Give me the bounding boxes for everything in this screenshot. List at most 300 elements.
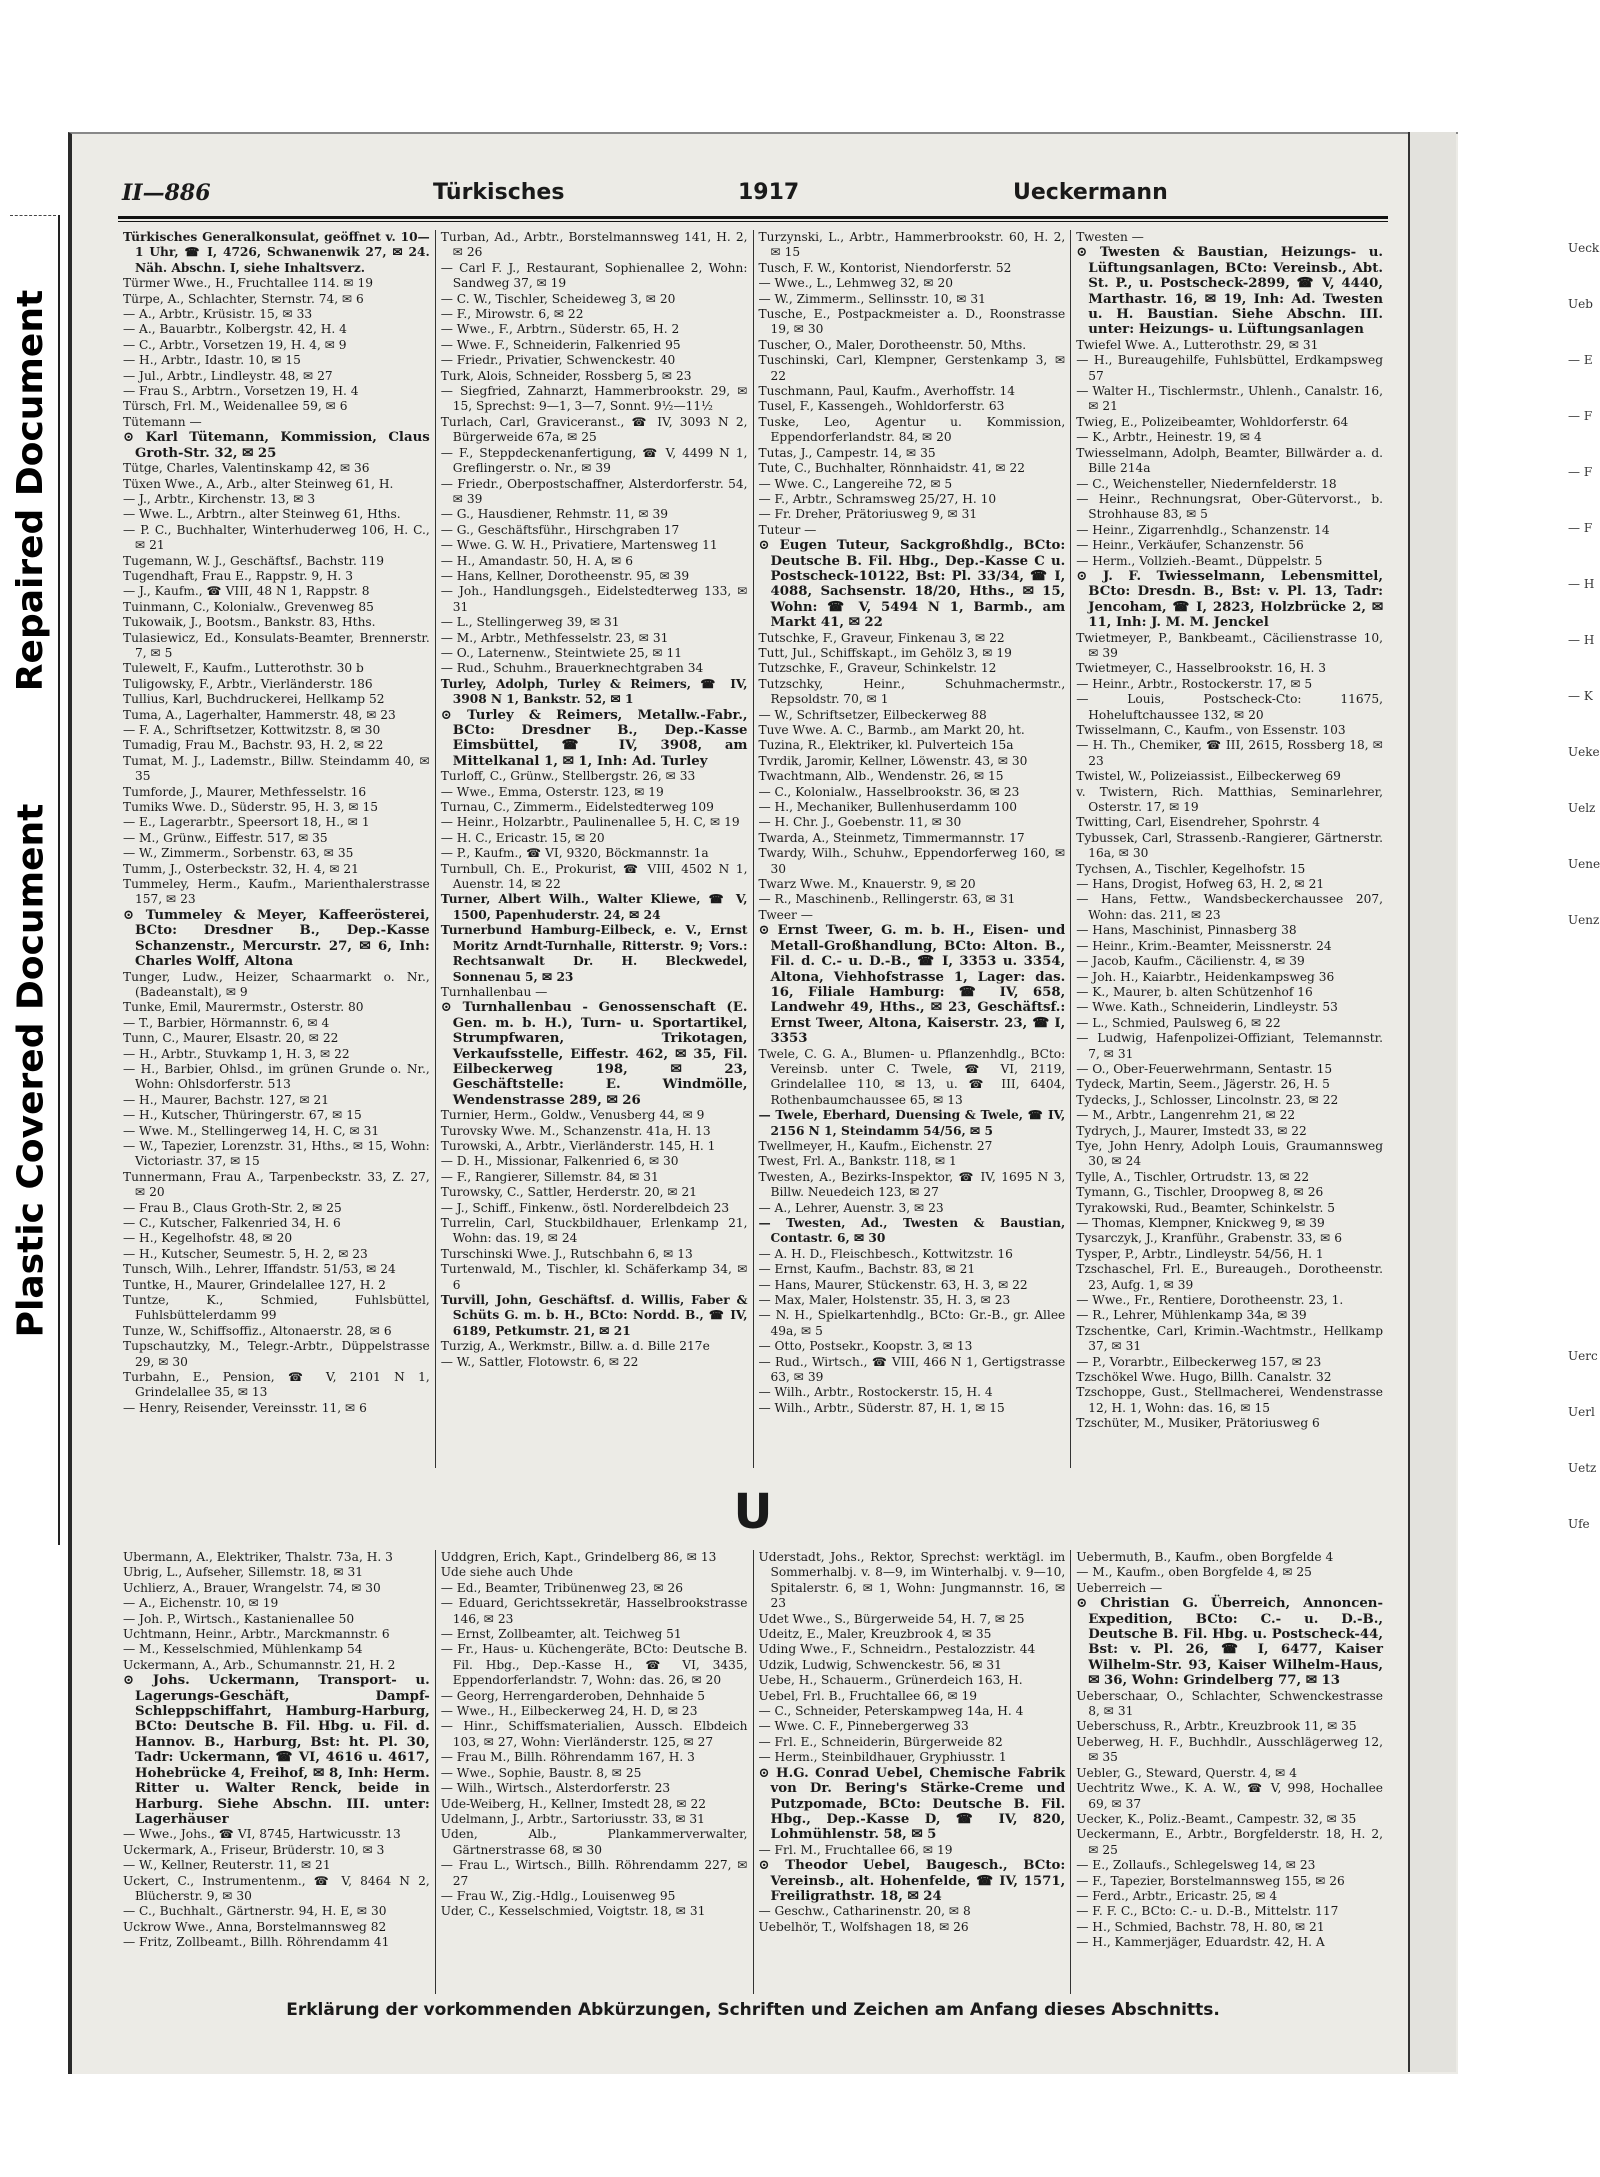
directory-entry: — Jul., Arbtr., Lindleystr. 48, ✉ 27 — [123, 368, 333, 383]
directory-entry: Turlach, Carl, Graviceranst., ☎ IV, 3093 N 2, Bürgerweide 67a, ✉ 25 — [440, 414, 748, 445]
directory-entry: Turban, Ad., Arbtr., Borstelmannsweg 141, H. 2, ✉ 26 — [440, 230, 748, 260]
directory-entry: Uddgren, Erich, Kapt., Grindelberg 86, ✉ 13 — [440, 1550, 717, 1564]
directory-entry: Tutt, Jul., Schiffskapt., im Gehölz 3, ✉ 19 — [758, 645, 1012, 660]
directory-entry: — M., Grünw., Eiffestr. 517, ✉ 35 — [123, 830, 328, 845]
top-columns — [118, 230, 1388, 1468]
directory-entry: Tüxen Wwe., A., Arb., alter Steinweg 61, H. — [123, 476, 394, 491]
directory-entry: — T., Barbier, Hörmannstr. 6, ✉ 4 — [123, 1015, 330, 1030]
directory-entry: — Friedr., Oberpostschaffner, Alsterdorferstr. 54, ✉ 39 — [440, 476, 748, 506]
directory-entry: Twesten, A., Bezirks-Inspektor, ☎ IV, 1695 N 3, Billw. Neuedeich 123, ✉ 27 — [758, 1169, 1066, 1200]
directory-entry: — Hans, Fettw., Wandsbeckerchaussee 207, Wohn: das. 211, ✉ 23 — [1076, 892, 1383, 922]
directory-entry: Tzschentke, Carl, Krimin.-Wachtmstr., Hellkamp 37, ✉ 31 — [1076, 1323, 1383, 1354]
directory-entry: — Frau W., Zig.-Hdlg., Louisenweg 95 — [440, 1888, 676, 1903]
directory-entry: — H. Th., Chemiker, ☎ III, 2615, Rossberg 18, ✉ 23 — [1076, 738, 1383, 768]
directory-entry: Tuligowsky, F., Arbtr., Vierländerstr. 186 — [123, 676, 373, 691]
directory-entry: Tydrych, J., Maurer, Imstedt 33, ✉ 22 — [1076, 1123, 1307, 1138]
directory-entry: Turnhallenbau — — [440, 984, 548, 999]
directory-entry: Turnau, C., Zimmerm., Eidelstedterweg 109 — [440, 800, 714, 815]
directory-column — [754, 1550, 1072, 1994]
directory-entry: Tutas, J., Campestr. 14, ✉ 35 — [758, 445, 936, 460]
directory-entry: Tütge, Charles, Valentinskamp 42, ✉ 36 — [123, 461, 370, 476]
directory-entry: Uebe, H., Schauerm., Grünerdeich 163, H. — [758, 1673, 1023, 1688]
directory-entry: — Max, Maler, Holstenstr. 35, H. 3, ✉ 23 — [758, 1293, 1011, 1308]
directory-entry: Tzschaschel, Frl. E., Bureaugeh., Dorotheenstr. 23, Aufg. 1, ✉ 39 — [1076, 1262, 1383, 1292]
directory-entry: Tuzina, R., Elektriker, kl. Pulverteich 15a — [758, 738, 1014, 753]
directory-entry: Tvrdik, Jaromir, Kellner, Löwenstr. 43, ✉ 30 — [758, 753, 1028, 768]
firm-entry: ⊙ J. F. Twiesselmann, Lebensmittel, BCto: Dresdn. B., Bst: v. Pl. 13, Tadr: Jencoham, ☎ I, 2823, Holzbrücke 2, ✉ 11, Inh: J. M. M. Jenckel — [1076, 568, 1383, 631]
directory-column — [436, 1550, 754, 1994]
directory-entry: Twisselmann, C., Kaufm., von Essenstr. 103 — [1076, 723, 1346, 737]
directory-entry: — Wwe., Fr., Rentiere, Dorotheenstr. 23, 1. — [1076, 1293, 1344, 1308]
directory-entry: Tuscher, O., Maler, Dorotheenstr. 50, Mths. — [758, 337, 1027, 352]
directory-entry: Uckrow Wwe., Anna, Borstelmannsweg 82 — [123, 1919, 387, 1934]
directory-entry: Turloff, C., Grünw., Stellbergstr. 26, ✉ 33 — [440, 769, 696, 784]
repaired-document-text: Repaired Document — [10, 289, 52, 691]
edge-fragment: Uene — [1568, 857, 1600, 871]
directory-entry: — H., Maurer, Bachstr. 127, ✉ 21 — [123, 1092, 330, 1107]
edge-fragment: — K — [1568, 689, 1593, 703]
edge-fragment: — F — [1568, 409, 1593, 423]
directory-entry: Twiesselmann, Adolph, Beamter, Billwärder a. d. Bille 214a — [1076, 445, 1383, 476]
directory-entry: — Twesten, Ad., Twesten & Baustian, Contastr. 6, ✉ 30 — [758, 1216, 1066, 1246]
directory-entry: Tukowaik, J., Bootsm., Bankstr. 83, Hths. — [123, 615, 376, 630]
directory-entry: Uding Wwe., F., Schneidrn., Pestalozzistr. 44 — [758, 1642, 1036, 1657]
directory-entry: Tunn, C., Maurer, Elsastr. 20, ✉ 22 — [123, 1031, 339, 1046]
plastic-covered-text: Plastic Covered Document — [10, 803, 52, 1337]
directory-entry: — A. H. D., Fleischbesch., Kottwitzstr. 16 — [758, 1246, 1013, 1261]
directory-entry: Twarz Wwe. M., Knauerstr. 9, ✉ 20 — [758, 877, 976, 892]
directory-entry: Turschinski Wwe. J., Rutschbahn 6, ✉ 13 — [440, 1246, 693, 1261]
directory-entry: — Frau M., Billh. Röhrendamm 167, H. 3 — [440, 1750, 695, 1765]
directory-entry: Turzynski, L., Arbtr., Hammerbrookstr. 60, H. 2, ✉ 15 — [758, 230, 1066, 260]
directory-entry: — Carl F. J., Restaurant, Sophienallee 2, Wohn: Sandweg 37, ✉ 19 — [440, 260, 748, 291]
side-tick — [10, 215, 56, 216]
directory-entry: Tunger, Ludw., Heizer, Schaarmarkt o. Nr., (Badeanstalt), ✉ 9 — [123, 969, 430, 999]
directory-entry: Turrelin, Carl, Stuckbildhauer, Erlenkamp 21, Wohn: das. 19, ✉ 24 — [440, 1216, 748, 1246]
edge-fragment: Ueke — [1568, 745, 1600, 759]
directory-entry: Tuntze, K., Schmied, Fuhlsbüttel, Fuhlsbüttelerdamm 99 — [123, 1293, 430, 1323]
directory-entry: Udet Wwe., S., Bürgerweide 54, H. 7, ✉ 25 — [758, 1611, 1025, 1626]
directory-entry: Tychsen, A., Tischler, Kegelhofstr. 15 — [1076, 861, 1306, 876]
directory-entry: Ubermann, A., Elektriker, Thalstr. 73a, H. 3 — [123, 1550, 393, 1564]
edge-fragment: Ufe — [1568, 1517, 1590, 1531]
firm-entry: ⊙ Tummeley & Meyer, Kaffeerösterei, BCto: Dresdner B., Dep.-Kasse Schanzenstr., Mercurstr. 27, ✉ 6, Inh: Charles Wolff, Altona — [123, 907, 430, 970]
directory-entry: — Friedr., Privatier, Schwenckestr. 40 — [440, 353, 676, 368]
directory-entry: Tumat, M. J., Lademstr., Billw. Steindamm 40, ✉ 35 — [123, 753, 430, 784]
directory-entry: — W., Schriftsetzer, Eilbeckerweg 88 — [758, 707, 987, 722]
directory-entry: — Ernst, Zollbeamter, alt. Teichweg 51 — [440, 1627, 682, 1642]
directory-entry: — H., Kutscher, Seumestr. 5, H. 2, ✉ 23 — [123, 1246, 368, 1261]
directory-entry: — Wwe. F., Schneiderin, Falkenried 95 — [440, 337, 681, 352]
directory-entry: — Wwe. C., Langereihe 72, ✉ 5 — [758, 476, 953, 491]
directory-entry: Twele, C. G. A., Blumen- u. Pflanzenhdlg., BCto: Vereinsb. unter C. Twele, ☎ VI, 2119, Grindelallee 110, ✉ 13, u. ☎ III, 6404, Rothenbaumchaussee 65, ✉ 13 — [758, 1046, 1066, 1107]
directory-entry: Tydeck, Martin, Seem., Jägerstr. 26, H. 5 — [1076, 1077, 1330, 1092]
directory-entry: — Rud., Schuhm., Brauerknechtgraben 34 — [440, 661, 704, 676]
firm-entry: ⊙ Karl Tütemann, Kommission, Claus Groth-Str. 32, ✉ 25 — [123, 430, 430, 461]
directory-entry: Twistel, W., Polizeiassist., Eilbeckerweg 69 — [1076, 769, 1341, 784]
directory-entry: Twarda, A., Steinmetz, Timmermannstr. 17 — [758, 830, 1025, 845]
directory-entry: Tupschautzky, M., Telegr.-Arbtr., Düppelstrasse 29, ✉ 30 — [123, 1339, 430, 1369]
directory-entry: Turzig, A., Werkmstr., Billw. a. d. Bille 217e — [440, 1339, 710, 1354]
directory-entry: Tugemann, W. J., Geschäftsf., Bachstr. 119 — [123, 553, 385, 568]
edge-fragment: Uenz — [1568, 913, 1600, 927]
directory-entry: Tütemann — — [123, 414, 202, 429]
directory-entry: Twieg, E., Polizeibeamter, Wohldorferstr. 64 — [1076, 414, 1349, 429]
directory-entry: Tutzschke, F., Graveur, Schinkelstr. 12 — [758, 661, 997, 676]
directory-entry: Turowsky, C., Sattler, Herderstr. 20, ✉ 21 — [440, 1185, 697, 1200]
directory-entry: Uchlierz, A., Brauer, Wrangelstr. 74, ✉ 30 — [123, 1580, 381, 1595]
directory-entry: Tumadig, Frau M., Bachstr. 93, H. 2, ✉ 22 — [123, 738, 384, 753]
directory-entry: Twitting, Carl, Eisendreher, Spohrstr. 4 — [1076, 815, 1320, 830]
directory-entry: — M., Kaufm., oben Borgfelde 4, ✉ 25 — [1076, 1565, 1312, 1580]
right-page-strip — [1408, 132, 1456, 2072]
directory-entry: — E., Zollaufs., Schlegelsweg 14, ✉ 23 — [1076, 1858, 1316, 1873]
directory-entry: — A., Arbtr., Krüsistr. 15, ✉ 33 — [123, 307, 313, 322]
directory-entry: — F., Rangierer, Sillemstr. 84, ✉ 31 — [440, 1169, 659, 1184]
directory-entry: — J., Schiff., Finkenw., östl. Norderelbdeich 23 — [440, 1200, 730, 1215]
directory-entry: Tzschökel Wwe. Hugo, Billh. Canalstr. 32 — [1076, 1370, 1332, 1385]
directory-entry: — A., Lehrer, Auenstr. 3, ✉ 23 — [758, 1200, 944, 1215]
directory-entry: Tzschüter, M., Musiker, Prätoriusweg 6 — [1076, 1416, 1320, 1431]
directory-entry: — Joh., Handlungsgeh., Eidelstedterweg 133, ✉ 31 — [440, 584, 748, 614]
directory-entry: — Heinr., Holzarbtr., Paulinenallee 5, H. C, ✉ 19 — [440, 815, 740, 830]
directory-entry: — Wwe. L., Arbtrn., alter Steinweg 61, Hths. — [123, 507, 401, 522]
edge-fragment: Ueb — [1568, 297, 1593, 311]
directory-entry: Tybussek, Carl, Strassenb.-Rangierer, Gärtnerstr. 16a, ✉ 30 — [1076, 830, 1383, 861]
directory-entry: Turowski, A., Arbtr., Vierländerstr. 145, H. 1 — [440, 1138, 716, 1153]
directory-entry: — N. H., Spielkartenhdlg., BCto: Gr.-B., gr. Allee 49a, ✉ 5 — [758, 1308, 1066, 1338]
directory-entry: — H., Amandastr. 50, H. A, ✉ 6 — [440, 553, 634, 568]
directory-entry: Türsch, Frl. M., Weidenallee 59, ✉ 6 — [123, 399, 348, 414]
bottom-columns — [118, 1550, 1388, 1994]
directory-page — [118, 178, 1388, 2033]
directory-entry: Ude-Weiberg, H., Kellner, Imstedt 28, ✉ 22 — [440, 1796, 707, 1811]
directory-entry: Turbahn, E., Pension, ☎ V, 2101 N 1, Grindelallee 35, ✉ 13 — [123, 1370, 430, 1400]
plastic-covered-label — [4, 790, 58, 1350]
directory-entry: Uder, C., Kesselschmied, Voigtstr. 18, ✉ 31 — [440, 1904, 706, 1919]
directory-entry: — Louis, Postscheck-Cto: 11675, Hoheluftchaussee 132, ✉ 20 — [1076, 692, 1383, 722]
directory-entry: — A., Eichenstr. 10, ✉ 19 — [123, 1596, 279, 1611]
directory-entry: Tunke, Emil, Maurermstr., Osterstr. 80 — [123, 1000, 364, 1015]
directory-entry: Uckermann, A., Arb., Schumannstr. 21, H. 2 — [123, 1657, 396, 1672]
directory-entry: — Heinr., Krim.-Beamter, Meissnerstr. 24 — [1076, 938, 1332, 953]
directory-entry: — M., Arbtr., Methfesselstr. 23, ✉ 31 — [440, 630, 669, 645]
directory-entry: — C. W., Tischler, Scheideweg 3, ✉ 20 — [440, 291, 676, 306]
directory-entry: Tulewelt, F., Kaufm., Lutterothstr. 30 b — [123, 661, 364, 676]
directory-entry: Tuschmann, Paul, Kaufm., Averhoffstr. 14 — [758, 384, 1015, 399]
directory-entry: — A., Bauarbtr., Kolbergstr. 42, H. 4 — [123, 322, 347, 337]
directory-entry: — R., Maschinenb., Rellingerstr. 63, ✉ 31 — [758, 892, 1016, 907]
directory-entry: Uchtmann, Heinr., Arbtr., Marckmannstr. 6 — [123, 1627, 390, 1642]
directory-entry: Twardy, Wilh., Schuhw., Eppendorferweg 160, ✉ 30 — [758, 846, 1066, 876]
header-year: 1917 — [738, 180, 800, 205]
directory-entry: Ueberreich — — [1076, 1580, 1163, 1595]
firm-entry: ⊙ H.G. Conrad Uebel, Chemische Fabrik von Dr. Bering's Stärke-Creme und Putzpomade, BCto: Deutsche B. Fil. Hbg., Dep.-Kasse D, ☎ IV, 820, Lohmühlenstr. 58, ✉ 5 — [758, 1765, 1066, 1843]
edge-fragment: — H — [1568, 577, 1595, 591]
directory-entry: — Heinr., Verkäufer, Schanzenstr. 56 — [1076, 538, 1304, 553]
directory-entry: Ude siehe auch Uhde — [440, 1565, 574, 1580]
directory-entry: Tumm, J., Osterbeckstr. 32, H. 4, ✉ 21 — [123, 861, 359, 876]
header-rule-thin — [118, 221, 1388, 222]
directory-entry: — Twele, Eberhard, Duensing & Twele, ☎ IV, 2156 N 1, Steindamm 54/56, ✉ 5 — [758, 1108, 1066, 1138]
directory-entry: — Frl. M., Fruchtallee 66, ✉ 19 — [758, 1842, 953, 1857]
directory-entry: — R., Lehrer, Mühlenkamp 34a, ✉ 39 — [1076, 1308, 1307, 1323]
directory-entry: — Herm., Steinbildhauer, Gryphiusstr. 1 — [758, 1750, 1007, 1765]
directory-entry: Twiefel Wwe. A., Lutterothstr. 29, ✉ 31 — [1076, 337, 1319, 352]
directory-entry: Tutzschky, Heinr., Schuhmachermstr., Repsoldstr. 70, ✉ 1 — [758, 676, 1066, 707]
directory-entry: — Rud., Wirtsch., ☎ VIII, 466 N 1, Gertigstrasse 63, ✉ 39 — [758, 1354, 1066, 1385]
directory-entry: — F., Arbtr., Schramsweg 25/27, H. 10 — [758, 491, 997, 506]
directory-entry: Turnier, Herm., Goldw., Venusberg 44, ✉ 9 — [440, 1108, 705, 1123]
directory-column — [118, 1550, 436, 1994]
directory-entry: Tuma, A., Lagerhalter, Hammerstr. 48, ✉ 23 — [123, 707, 396, 722]
directory-entry: — C., Schneider, Peterskampweg 14a, H. 4 — [758, 1704, 1024, 1719]
directory-entry: Tylle, A., Tischler, Ortrudstr. 13, ✉ 22 — [1076, 1169, 1310, 1184]
directory-entry: Tulasiewicz, Ed., Konsulats-Beamter, Brennerstr. 7, ✉ 5 — [123, 630, 430, 660]
directory-entry: — Wwe., L., Lehmweg 32, ✉ 20 — [758, 276, 953, 291]
directory-entry: — Wwe., F., Arbtrn., Süderstr. 65, H. 2 — [440, 322, 680, 337]
directory-entry: Türpe, A., Schlachter, Sternstr. 74, ✉ 6 — [123, 291, 364, 306]
directory-entry: Udeitz, E., Maler, Kreuzbrook 4, ✉ 35 — [758, 1627, 992, 1642]
directory-entry: — W., Zimmerm., Sorbenstr. 63, ✉ 35 — [123, 846, 354, 861]
directory-entry: — Ernst, Kaufm., Bachstr. 83, ✉ 21 — [758, 1262, 976, 1277]
directory-entry: — W., Zimmerm., Sellinsstr. 10, ✉ 31 — [758, 291, 986, 306]
directory-entry: — Wilh., Arbtr., Rostockerstr. 15, H. 4 — [758, 1385, 993, 1400]
directory-entry: Tyrakowski, Rud., Beamter, Schinkelstr. 5 — [1076, 1200, 1335, 1215]
directory-entry: Tusch, F. W., Kontorist, Niendorferstr. 52 — [758, 260, 1012, 275]
directory-entry: — Hans, Drogist, Hofweg 63, H. 2, ✉ 21 — [1076, 877, 1325, 892]
directory-entry: — H., Kutscher, Thüringerstr. 67, ✉ 15 — [123, 1108, 362, 1123]
directory-entry: Ueberweg, H. F., Buchhdlr., Ausschlägerweg 12, ✉ 35 — [1076, 1734, 1383, 1765]
directory-entry: Tunsch, Wilh., Lehrer, Iffandstr. 51/53, ✉ 24 — [123, 1262, 396, 1277]
edge-fragment: — F — [1568, 521, 1593, 535]
directory-entry: Turovsky Wwe. M., Schanzenstr. 41a, H. 13 — [440, 1123, 711, 1138]
directory-column — [754, 230, 1072, 1468]
directory-entry: Ubrig, L., Aufseher, Sillemstr. 18, ✉ 31 — [123, 1565, 364, 1580]
directory-column — [118, 230, 436, 1468]
directory-entry: — Wwe. M., Stellingerweg 14, H. C, ✉ 31 — [123, 1123, 380, 1138]
directory-entry: — H. Chr. J., Goebenstr. 11, ✉ 30 — [758, 815, 962, 830]
directory-entry: — W., Kellner, Reuterstr. 11, ✉ 21 — [123, 1858, 331, 1873]
directory-entry: — Geschw., Catharinenstr. 20, ✉ 8 — [758, 1904, 971, 1919]
directory-entry: — Jacob, Kaufm., Cäcilienstr. 4, ✉ 39 — [1076, 954, 1305, 969]
directory-entry: — H., Kegelhofstr. 48, ✉ 20 — [123, 1231, 293, 1246]
directory-entry: Uebermuth, B., Kaufm., oben Borgfelde 4 — [1076, 1550, 1334, 1564]
directory-entry: — Wwe. Kath., Schneiderin, Lindleystr. 53 — [1076, 1000, 1338, 1015]
directory-entry: — P., Kaufm., ☎ VI, 9320, Böckmannstr. 1a — [440, 846, 709, 861]
directory-entry: — H., Mechaniker, Bullenhuserdamm 100 — [758, 800, 1017, 815]
directory-entry: — Georg, Herrengarderoben, Dehnhaide 5 — [440, 1688, 706, 1703]
directory-entry: — H., Schmied, Bachstr. 78, H. 80, ✉ 21 — [1076, 1919, 1325, 1934]
directory-entry: — Wwe., Emma, Osterstr. 123, ✉ 19 — [440, 784, 664, 799]
directory-entry: — G., Hausdiener, Rehmstr. 11, ✉ 39 — [440, 507, 668, 522]
directory-entry: Uebler, G., Steward, Querstr. 4, ✉ 4 — [1076, 1765, 1297, 1780]
directory-entry: — C., Arbtr., Vorsetzen 19, H. 4, ✉ 9 — [123, 337, 347, 352]
directory-entry: Twachtmann, Alb., Wendenstr. 26, ✉ 15 — [758, 769, 1004, 784]
directory-entry: — H., Kammerjäger, Eduardstr. 42, H. A — [1076, 1935, 1325, 1950]
side-divider — [58, 215, 60, 1545]
directory-entry: Tuteur — — [758, 522, 817, 537]
directory-entry: — P. C., Buchhalter, Winterhuderweg 106, H. C., ✉ 21 — [123, 522, 430, 553]
edge-fragment: Uerc — [1568, 1349, 1598, 1363]
firm-entry: ⊙ Christian G. Überreich, Annoncen-Expedition, BCto: C.- u. D.-B., Deutsche B. Fil. Hbg. u. Postscheck-44, Bst: v. Pl. 26, ☎ I, 6477, Kaiser Wilhelm-Str. 93, Kaiser Wilhelm-Haus, ✉ 36, Wohn: Grindelberg 77, ✉ 13 — [1076, 1596, 1383, 1689]
directory-entry: Tye, John Henry, Adolph Louis, Graumannsweg 30, ✉ 24 — [1076, 1138, 1383, 1169]
directory-entry: — Fr. Dreher, Prätoriusweg 9, ✉ 31 — [758, 507, 978, 522]
directory-entry: Turley, Adolph, Turley & Reimers, ☎ IV, 3908 N 1, Bankstr. 52, ✉ 1 — [440, 676, 748, 707]
directory-entry: — Wwe., H., Eilbeckerweg 24, H. D, ✉ 23 — [440, 1704, 698, 1719]
directory-entry: — Fritz, Zollbeamt., Billh. Röhrendamm 41 — [123, 1935, 390, 1950]
directory-entry: Tysper, P., Arbtr., Lindleystr. 54/56, H. 1 — [1076, 1246, 1324, 1261]
directory-entry: — F., Tapezier, Borstelmannsweg 155, ✉ 26 — [1076, 1873, 1345, 1888]
header-right-word: Ueckermann — [1013, 180, 1168, 205]
directory-entry: — Wwe. G. W. H., Privatiere, Martensweg 11 — [440, 538, 718, 553]
directory-entry: — F., Steppdeckenanfertigung, ☎ V, 4499 N 1, Greflingerstr. o. Nr., ✉ 39 — [440, 445, 748, 476]
directory-entry: — P., Vorarbtr., Eilbeckerweg 157, ✉ 23 — [1076, 1354, 1322, 1369]
page-header — [118, 178, 1388, 216]
directory-entry: — Heinr., Arbtr., Rostockerstr. 17, ✉ 5 — [1076, 676, 1313, 691]
directory-entry: Uebel, Frl. B., Fruchtallee 66, ✉ 19 — [758, 1688, 978, 1703]
directory-entry: — Ferd., Arbtr., Ericastr. 25, ✉ 4 — [1076, 1888, 1278, 1903]
directory-entry: — C., Kolonialw., Hasselbrookstr. 36, ✉ 23 — [758, 784, 1020, 799]
directory-entry: Tysarczyk, J., Kranführ., Grabenstr. 33, ✉ 6 — [1076, 1231, 1342, 1246]
directory-entry: Tugendhaft, Frau E., Rappstr. 9, H. 3 — [123, 568, 354, 583]
edge-fragment: Uetz — [1568, 1461, 1597, 1475]
directory-entry: — M., Kesselschmied, Mühlenkamp 54 — [123, 1642, 363, 1657]
directory-entry: Turk, Alois, Schneider, Rossberg 5, ✉ 23 — [440, 368, 692, 383]
directory-entry: Tute, C., Buchhalter, Rönnhaidstr. 41, ✉ 22 — [758, 461, 1025, 476]
directory-entry: Tusche, E., Postpackmeister a. D., Roonstrasse 19, ✉ 30 — [758, 307, 1066, 337]
directory-entry: — C., Buchhalt., Gärtnerstr. 94, H. E, ✉ 30 — [123, 1904, 387, 1919]
directory-entry: — J., Arbtr., Kirchenstr. 13, ✉ 3 — [123, 491, 316, 506]
edge-fragment: Uerl — [1568, 1405, 1595, 1419]
footer-note: Erklärung der vorkommenden Abkürzungen, Schriften und Zeichen am Anfang dieses Abschnitts. — [286, 2000, 1220, 2020]
edge-fragment: — F — [1568, 465, 1593, 479]
directory-entry: Uden, Alb., Plankammerverwalter, Gärtnerstrasse 68, ✉ 30 — [440, 1827, 748, 1857]
directory-entry: Tullius, Karl, Buchdruckerei, Hellkamp 52 — [123, 692, 385, 707]
directory-entry: — Wwe., Sophie, Baustr. 8, ✉ 25 — [440, 1765, 642, 1780]
directory-entry: — M., Arbtr., Langenrehm 21, ✉ 22 — [1076, 1108, 1296, 1123]
directory-entry: Tuske, Leo, Agentur u. Kommission, Eppendorferlandstr. 84, ✉ 20 — [758, 414, 1066, 445]
section-letter: U — [733, 1484, 773, 1540]
directory-entry: Uckert, C., Instrumentenm., ☎ V, 8464 N 2, Blücherstr. 9, ✉ 30 — [123, 1873, 430, 1903]
directory-entry: Tzschoppe, Gust., Stellmacherei, Wendenstrasse 12, H. 1, Wohn: das. 16, ✉ 15 — [1076, 1385, 1383, 1415]
directory-entry: — Joh. H., Kaiarbtr., Heidenkampsweg 36 — [1076, 969, 1335, 984]
directory-entry: — H. C., Ericastr. 15, ✉ 20 — [440, 830, 605, 845]
directory-entry: — Heinr., Rechnungsrat, Ober-Gütervorst., b. Strohhause 83, ✉ 5 — [1076, 491, 1383, 522]
directory-entry: Türmer Wwe., H., Fruchtallee 114. ✉ 19 — [123, 276, 373, 291]
directory-entry: Ueberschaar, O., Schlachter, Schwenckestrasse 8, ✉ 31 — [1076, 1688, 1383, 1719]
directory-entry: Turtenwald, M., Tischler, kl. Schäferkamp 34, ✉ 6 — [440, 1262, 748, 1292]
directory-entry: — E., Lagerarbtr., Speersort 18, H., ✉ 1 — [123, 815, 370, 830]
directory-entry: — W., Sattler, Flotowstr. 6, ✉ 22 — [440, 1354, 639, 1369]
directory-entry: — W., Tapezier, Lorenzstr. 31, Hths., ✉ 15, Wohn: Victoriastr. 37, ✉ 15 — [123, 1138, 430, 1169]
directory-entry: — C., Kutscher, Falkenried 34, H. 6 — [123, 1216, 341, 1230]
directory-entry: Twietmeyer, P., Bankbeamt., Cäcilienstrasse 10, ✉ 39 — [1076, 630, 1383, 660]
directory-entry: — F., Mirowstr. 6, ✉ 22 — [440, 307, 584, 322]
directory-entry: Turnbull, Ch. E., Prokurist, ☎ VIII, 4502 N 1, Auenstr. 14, ✉ 22 — [440, 861, 748, 892]
repaired-document-label — [4, 220, 58, 760]
header-left-word: Türkisches — [433, 180, 565, 205]
directory-entry: — Frl. E., Schneiderin, Bürgerweide 82 — [758, 1734, 1003, 1749]
page-number: II—886 — [122, 180, 211, 206]
directory-entry: — Hans, Maurer, Stückenstr. 63, H. 3, ✉ 22 — [758, 1277, 1028, 1292]
directory-entry: — Wwe. C. F., Pinnebergerweg 33 — [758, 1719, 969, 1734]
directory-entry: Turvill, John, Geschäftsf. d. Willis, Faber & Schüts G. m. b. H., BCto: Nordd. B., ☎ IV, 6189, Petkumstr. 21, ✉ 21 — [440, 1293, 748, 1338]
directory-entry: Tumforde, J., Maurer, Methfesselstr. 16 — [123, 784, 367, 799]
directory-entry: — Wilh., Arbtr., Süderstr. 87, H. 1, ✉ 15 — [758, 1400, 1005, 1415]
directory-entry: Tunnermann, Frau A., Tarpenbeckstr. 33, Z. 27, ✉ 20 — [123, 1169, 430, 1200]
firm-entry: ⊙ Turnhallenbau - Genossenschaft (E. Gen. m. b. H.), Turn- u. Sportartikel, Strumpfwaren, Trikotagen, Verkaufsstelle, Eiffestr. 462, ✉ 35, Fil. Eilbeckerweg 198, ✉ 23, Geschäftstelle: E. Windmölle, Wendenstrasse 289, ✉ 26 — [440, 1000, 748, 1108]
directory-entry: Uebelhör, T., Wolfshagen 18, ✉ 26 — [758, 1919, 969, 1934]
directory-entry: Tusel, F., Kassengeh., Wohldorferstr. 63 — [758, 399, 1005, 414]
directory-entry: — Hans, Kellner, Dorotheenstr. 95, ✉ 39 — [440, 568, 690, 583]
directory-entry: — H., Arbtr., Stuvkamp 1, H. 3, ✉ 22 — [123, 1046, 350, 1061]
directory-entry: — K., Maurer, b. alten Schützenhof 16 — [1076, 984, 1313, 999]
directory-entry: v. Twistern, Rich. Matthias, Seminarlehrer, Osterstr. 17, ✉ 19 — [1076, 784, 1383, 815]
directory-entry: — Frau L., Wirtsch., Billh. Röhrendamm 227, ✉ 27 — [440, 1858, 748, 1888]
directory-entry: — Thomas, Klempner, Knickweg 9, ✉ 39 — [1076, 1216, 1325, 1230]
directory-entry: — Herm., Vollzieh.-Beamt., Düppelstr. 5 — [1076, 553, 1323, 568]
directory-entry: Tuve Wwe. A. C., Barmb., am Markt 20, ht. — [758, 723, 1025, 737]
firm-entry: ⊙ Johs. Uckermann, Transport- u. Lagerungs-Geschäft, Dampf-Schleppschiffahrt, Hamburg-Harburg, BCto: Deutsche B. Fil. Hbg. u. Fil. d. Hannov. B., Harburg, Bst: ht. Pl. 30, Tadr: Uckermann, ☎ VI, 4616 u. 4617, Hohebrücke 4, Freihof, ✉ 8, Inh: Herm. Ritter u. Walter Renck, beide in Harburg. Siehe Abschn. III. unter: Lagerhäuser — [123, 1673, 430, 1827]
directory-entry: — Walter H., Tischlermstr., Uhlenh., Canalstr. 16, ✉ 21 — [1076, 384, 1383, 414]
directory-entry: — L., Stellingerweg 39, ✉ 31 — [440, 615, 620, 630]
directory-entry: Udelmann, J., Arbtr., Sartoriusstr. 33, ✉ 31 — [440, 1811, 705, 1826]
directory-entry: Turnerbund Hamburg-Eilbeck, e. V., Ernst Moritz Arndt-Turnhalle, Ritterstr. 9; Vors.: Rechtsanwalt Dr. H. Bleckwedel, Sonnenau 5, ✉ 23 — [440, 923, 748, 984]
directory-entry: Twesten — — [1076, 230, 1144, 244]
directory-entry: Tymann, G., Tischler, Droopweg 8, ✉ 26 — [1076, 1185, 1324, 1200]
next-page-fragments — [1568, 240, 1600, 1572]
directory-entry: Tweer — — [758, 907, 813, 922]
edge-fragment: — H — [1568, 633, 1595, 647]
directory-entry: Ueberschuss, R., Arbtr., Kreuzbrook 11, ✉ 35 — [1076, 1719, 1357, 1734]
directory-entry: — Fr., Haus- u. Küchengeräte, BCto: Deutsche B. Fil. Hbg., Dep.-Kasse H., ☎ VI, 3435, Eppendorferlandstr. 7, Wohn: das. 26, ✉ 20 — [440, 1642, 748, 1688]
directory-entry: Tydecks, J., Schlosser, Lincolnstr. 23, ✉ 22 — [1076, 1092, 1339, 1107]
directory-entry: Twellmeyer, H., Kaufm., Eichenstr. 27 — [758, 1138, 993, 1153]
directory-entry: — G., Geschäftsführ., Hirschgraben 17 — [440, 522, 680, 537]
directory-entry: — Joh. P., Wirtsch., Kastanienallee 50 — [123, 1611, 355, 1626]
directory-entry: — O., Ober-Feuerwehrmann, Sentastr. 15 — [1076, 1061, 1333, 1076]
directory-entry: — Heinr., Zigarrenhdlg., Schanzenstr. 14 — [1076, 522, 1330, 537]
firm-entry: ⊙ Theodor Uebel, Baugesch., BCto: Vereinsb., alt. Hohenfelde, ☎ IV, 1571, Freiligrathstr. 18, ✉ 24 — [758, 1858, 1066, 1904]
directory-entry: Tummeley, Herm., Kaufm., Marienthalerstrasse 157, ✉ 23 — [123, 877, 430, 907]
directory-entry: — H., Arbtr., Idastr. 10, ✉ 15 — [123, 353, 301, 368]
firm-entry: ⊙ Turley & Reimers, Metallw.-Fabr., BCto: Dresdner B., Dep.-Kasse Eimsbüttel, ☎ IV, 3908, am Mittelkanal 1, ✉ 1, Inh: Ad. Turley — [440, 707, 748, 769]
directory-entry: — K., Arbtr., Heinestr. 19, ✉ 4 — [1076, 430, 1262, 445]
directory-entry: Ueckermann, E., Arbtr., Borgfelderstr. 18, H. 2, ✉ 25 — [1076, 1827, 1383, 1857]
directory-entry: — Wwe., Johs., ☎ VI, 8745, Hartwicusstr. 13 — [123, 1827, 401, 1842]
directory-entry: — J., Kaufm., ☎ VIII, 48 N 1, Rappstr. 8 — [123, 584, 370, 599]
directory-entry: Uderstadt, Johs., Rektor, Sprechst: werktägl. im Sommerhalbj. v. 8—9, im Winterhalbj. v. 9—10, Spitalerstr. 6, ✉ 1, Wohn: Jungmannstr. 16, ✉ 23 — [758, 1550, 1066, 1611]
directory-entry: — Hans, Maschinist, Pinnasberg 38 — [1076, 923, 1297, 938]
directory-entry: Tuinmann, C., Kolonialw., Grevenweg 85 — [123, 599, 374, 614]
directory-entry: Türkisches Generalkonsulat, geöffnet v. 10—1 Uhr, ☎ I, 4726, Schwanenwik 27, ✉ 24. Näh. Abschn. I, siehe Inhaltsverz. — [123, 230, 430, 275]
directory-entry: — Wilh., Wirtsch., Alsterdorferstr. 23 — [440, 1781, 671, 1796]
directory-column — [1071, 1550, 1388, 1994]
directory-entry: Tutschke, F., Graveur, Finkenau 3, ✉ 22 — [758, 630, 1005, 645]
directory-entry: — F. F. C., BCto: C.- u. D.-B., Mittelstr. 117 — [1076, 1904, 1339, 1919]
directory-entry: Tunze, W., Schiffsoffiz., Altonaerstr. 28, ✉ 6 — [123, 1323, 392, 1338]
directory-entry: — D. H., Missionar, Falkenried 6, ✉ 30 — [440, 1154, 679, 1169]
directory-entry: Udzik, Ludwig, Schwenckestr. 56, ✉ 31 — [758, 1657, 1002, 1672]
firm-entry: ⊙ Twesten & Baustian, Heizungs- u. Lüftungsanlagen, BCto: Vereinsb., Abt. St. P., u. Postscheck-2899, ☎ V, 4440, Marthastr. 16, ✉ 19, Inh: Ad. Twesten u. H. Baustian. Siehe Abschn. III. unter: Heizungs- u. Lüftungsanlagen — [1076, 245, 1383, 338]
edge-fragment: Uelz — [1568, 801, 1596, 815]
header-rule — [118, 216, 1388, 219]
directory-entry: Turner, Albert Wilh., Walter Kliewe, ☎ V, 1500, Papenhuderstr. 24, ✉ 24 — [440, 892, 748, 922]
directory-entry: — Frau S., Arbtrn., Vorsetzen 19, H. 4 — [123, 384, 359, 399]
directory-entry: Uckermark, A., Friseur, Brüderstr. 10, ✉ 3 — [123, 1842, 385, 1857]
directory-entry: — C., Weichensteller, Niedernfelderstr. 18 — [1076, 476, 1337, 491]
